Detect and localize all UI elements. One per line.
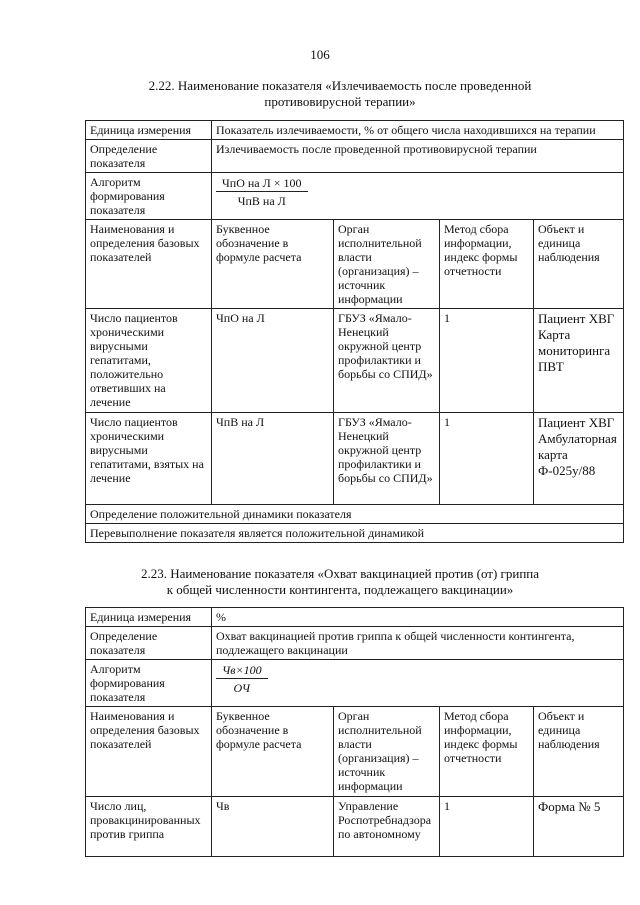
table-row bbox=[86, 627, 624, 660]
formula bbox=[216, 176, 308, 208]
header-col2: Буквенное обозначение в формуле расчета bbox=[212, 220, 334, 309]
section-223-title-line2: к общей численности контингента, подлежащего вакцинации» bbox=[166, 582, 514, 597]
unit-value: Показатель излечиваемости, % от общего числа находившихся на терапии bbox=[212, 121, 624, 140]
unit-label: Единица измерения bbox=[86, 608, 212, 627]
algorithm-label: Алгоритм формирования показателя bbox=[86, 173, 212, 220]
definition-label: Определение показателя bbox=[86, 140, 212, 173]
definition-label: Определение показателя bbox=[86, 627, 212, 660]
formula-numerator: ЧпО на Л × 100 bbox=[216, 176, 308, 192]
header-col3: Орган исполнительной власти (организация) – источник информации bbox=[334, 707, 440, 797]
header-col5: Объект и единица наблюдения bbox=[534, 220, 624, 309]
base-indicator-symbol: Чв bbox=[212, 797, 334, 857]
table-row bbox=[86, 173, 624, 220]
header-col2: Буквенное обозначение в формуле расчета bbox=[212, 707, 334, 797]
unit-value: % bbox=[212, 608, 624, 627]
definition-value: Излечиваемость после проведенной противовирусной терапии bbox=[212, 140, 624, 173]
table-row bbox=[86, 413, 624, 505]
base-indicator-method: 1 bbox=[440, 309, 534, 413]
definition-value: Охват вакцинацией против гриппа к общей численности контингента, подлежащего вакцинации bbox=[212, 627, 624, 660]
base-indicator-name: Число лиц, провакцинированных против гриппа bbox=[86, 797, 212, 857]
table-row bbox=[86, 309, 624, 413]
formula bbox=[216, 663, 268, 695]
table-header-row bbox=[86, 707, 624, 797]
table-row bbox=[86, 660, 624, 707]
indicator-table-223 bbox=[85, 607, 624, 857]
page-number: 106 bbox=[310, 47, 330, 62]
base-indicator-object: Форма № 5 bbox=[534, 797, 624, 857]
base-indicator-method: 1 bbox=[440, 797, 534, 857]
section-222-title-line1: 2.22. Наименование показателя «Излечиваемость после проведенной bbox=[148, 78, 532, 93]
header-col1: Наименования и определения базовых показателей bbox=[86, 220, 212, 309]
formula-cell bbox=[212, 173, 624, 220]
base-indicator-object: Пациент ХВГ Амбулаторная карта Ф-025у/88 bbox=[534, 413, 624, 505]
table-row bbox=[86, 505, 624, 524]
base-indicator-symbol: ЧпО на Л bbox=[212, 309, 334, 413]
table-row bbox=[86, 524, 624, 543]
base-indicator-object: Пациент ХВГ Карта мониторинга ПВТ bbox=[534, 309, 624, 413]
table-row bbox=[86, 121, 624, 140]
header-col3: Орган исполнительной власти (организация) – источник информации bbox=[334, 220, 440, 309]
table-header-row bbox=[86, 220, 624, 309]
base-indicator-method: 1 bbox=[440, 413, 534, 505]
header-col4: Метод сбора информации, индекс формы отчетности bbox=[440, 220, 534, 309]
table-row bbox=[86, 140, 624, 173]
section-223-title bbox=[80, 566, 600, 598]
base-indicator-source: Управление Роспотребнадзора по автономному bbox=[334, 797, 440, 857]
base-indicator-name: Число пациентов хроническими вирусными гепатитами, взятых на лечение bbox=[86, 413, 212, 505]
base-indicator-name: Число пациентов хроническими вирусными гепатитами, положительно ответивших на лечение bbox=[86, 309, 212, 413]
formula-numerator: Чв×100 bbox=[216, 663, 268, 679]
table-row bbox=[86, 608, 624, 627]
formula-cell bbox=[212, 660, 624, 707]
unit-label: Единица измерения bbox=[86, 121, 212, 140]
base-indicator-symbol: ЧпВ на Л bbox=[212, 413, 334, 505]
section-222-title-line2: противовирусной терапии» bbox=[264, 94, 416, 109]
section-223-title-line1: 2.23. Наименование показателя «Охват вакцинацией против (от) гриппа bbox=[140, 566, 540, 581]
table-row bbox=[86, 797, 624, 857]
formula-denominator: ЧпВ на Л bbox=[237, 194, 286, 208]
base-indicator-source: ГБУЗ «Ямало-Ненецкий окружной центр профилактики и борьбы со СПИД» bbox=[334, 413, 440, 505]
indicator-table-222 bbox=[85, 120, 624, 543]
section-222-title bbox=[80, 78, 600, 110]
formula-denominator: ОЧ bbox=[233, 681, 251, 695]
header-col1: Наименования и определения базовых показателей bbox=[86, 707, 212, 797]
dynamics-definition: Определение положительной динамики показателя bbox=[86, 505, 624, 524]
header-col5: Объект и единица наблюдения bbox=[534, 707, 624, 797]
header-col4: Метод сбора информации, индекс формы отчетности bbox=[440, 707, 534, 797]
base-indicator-source: ГБУЗ «Ямало-Ненецкий окружной центр профилактики и борьбы со СПИД» bbox=[334, 309, 440, 413]
algorithm-label: Алгоритм формирования показателя bbox=[86, 660, 212, 707]
dynamics-value: Перевыполнение показателя является положительной динамикой bbox=[86, 524, 624, 543]
